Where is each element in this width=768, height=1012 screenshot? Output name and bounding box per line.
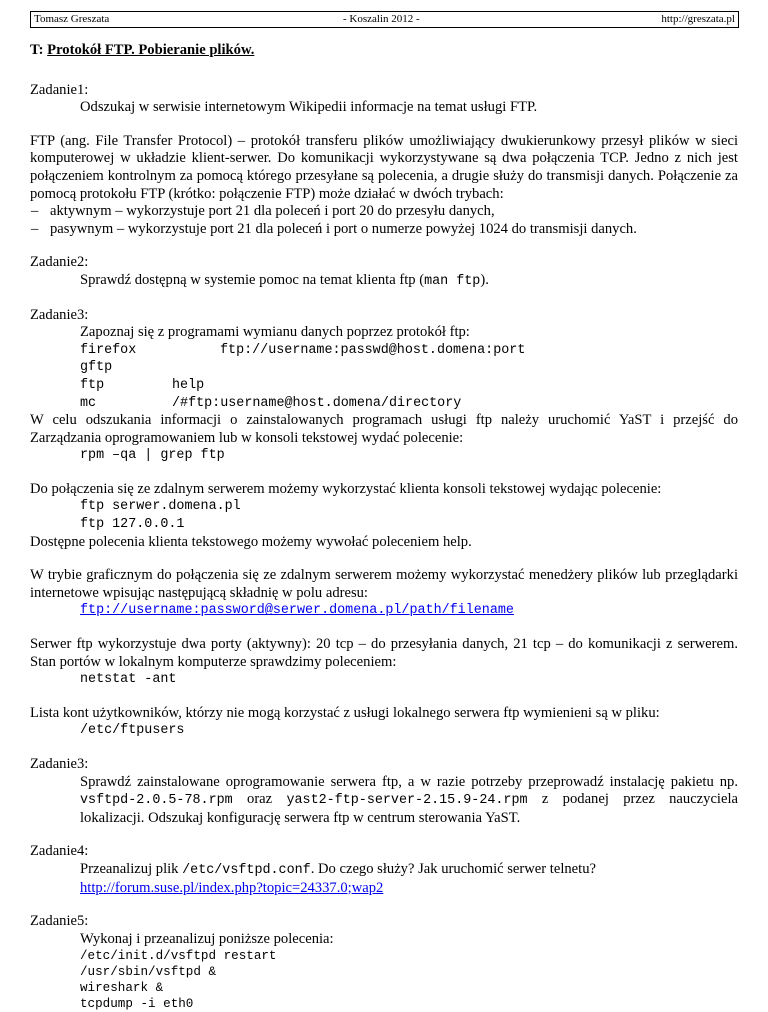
header-author: Tomasz Greszata xyxy=(34,13,110,25)
help-paragraph: Dostępne polecenia klienta tekstowego możemy wywołać poleceniem help. xyxy=(30,533,472,550)
task-label: Zadanie5: xyxy=(30,913,89,930)
task-label: Zadanie3: xyxy=(30,306,89,323)
rpm-command: rpm –qa | grep ftp xyxy=(80,448,225,464)
ftp-url-link[interactable]: ftp://username:password@serwer.domena.pl/path/filename xyxy=(80,603,514,619)
header-place-year: - Koszalin 2012 - xyxy=(343,13,420,25)
document-body xyxy=(30,32,738,1012)
task-text: Wykonaj i przeanalizuj poniższe polecenia: xyxy=(80,930,334,947)
shell-command: /etc/init.d/vsftpd restart xyxy=(80,949,277,964)
shell-command: /usr/sbin/vsftpd & xyxy=(80,965,217,980)
task-text: Zapoznaj się z programami wymianu danych poprzez protokół ftp: xyxy=(80,324,470,341)
program-row: gftp xyxy=(80,360,113,376)
forum-link[interactable]: http://forum.suse.pl/index.php?topic=24337.0;wap2 xyxy=(80,879,384,896)
task-4 xyxy=(30,843,738,897)
mode-active: – aktywnym – wykorzystuje port 21 dla poleceń i port 20 do przesyłu danych, xyxy=(30,203,738,221)
task-1 xyxy=(30,82,738,117)
connect-paragraph: Do połączenia się ze zdalnym serwerem możemy wykorzystać klienta konsoli tekstowej wydając polecenie: xyxy=(30,480,662,497)
task-label: Zadanie1: xyxy=(30,81,89,98)
graphical-paragraph: W trybie graficznym do połączenia się ze zdalnym serwerem możemy wykorzystać menedżery plików lub przeglądarki internetowe wpisując następującą składnię w polu adresu: xyxy=(30,567,738,601)
intro-paragraph: FTP (ang. File Transfer Protocol) – protokół transferu plików umożliwiający dwukierunkowy przesył plików w sieci komputerowej w układzie klient-serwer. Do komunikacji wykorzystywane są dwa połączenia TCP. Jedno z nich jest połączeniem kontrolnym za pomocą którego przesyłane są polecenia, a drugie służy do transmisji danych. Połączenie za pomocą protokołu FTP (krótko: połączenie FTP) może działać w dwóch trybach: xyxy=(30,132,738,202)
task-label: Zadanie2: xyxy=(30,254,89,271)
ftpusers-section xyxy=(30,705,738,740)
graphical-connect xyxy=(30,567,738,620)
program-row: ftp help xyxy=(80,377,205,393)
task-text: Odszukaj w serwisie internetowym Wikipedii informacje na temat usługi FTP. xyxy=(80,99,538,116)
ftpusers-path: /etc/ftpusers xyxy=(80,723,185,739)
shell-command: tcpdump -i eth0 xyxy=(80,997,194,1012)
program-list xyxy=(30,342,738,412)
ports-paragraph: Serwer ftp wykorzystuje dwa porty (aktywny): 20 tcp – do przesyłania danych, 21 tcp – do komunikacji z serwerem. Stan portów w lokalnym komputerze sprawdzimy poleceniem: xyxy=(30,636,738,670)
task-3b xyxy=(30,756,738,827)
program-row: mc /#ftp:username@host.domena/directory xyxy=(80,395,462,411)
task-text: Przeanalizuj plik /etc/vsftpd.conf. Do czego służy? Jak uruchomić serwer telnetu? xyxy=(80,860,596,878)
header-url: http://greszata.pl xyxy=(661,13,735,25)
task-label: Zadanie4: xyxy=(30,843,89,860)
program-row: firefox ftp://username:passwd@host.domena:port xyxy=(80,342,526,358)
shell-command: wireshark & xyxy=(80,981,164,996)
yast-paragraph: W celu odszukania informacji o zainstalowanych programach usługi ftp należy uruchomić YaST i przejść do Zarządzania oprogramowaniem lub w konsoli tekstowej wydać polecenie: xyxy=(30,412,738,446)
task-text: Sprawdź zainstalowane oprogramowanie serwera ftp, a w razie potrzeby przeprowadź instalację pakietu np. vsftpd-2.0.5-78.rpm oraz yast2-ftp-server-2.15.9-24.rpm z podanej przez nauczyciela lokalizacji. Odszukaj konfigurację serwera ftp w centrum sterowania YaST. xyxy=(80,773,738,826)
page-title: T: Protokół FTP. Pobieranie plików. xyxy=(30,42,255,58)
task-3 xyxy=(30,307,738,465)
task-text: Sprawdź dostępną w systemie pomoc na temat klienta ftp (man ftp). xyxy=(80,271,489,289)
ftp-intro xyxy=(30,133,738,239)
ftpusers-paragraph: Lista kont użytkowników, którzy nie mogą korzystać z usługi lokalnego serwera ftp wymienieni są w pliku: xyxy=(30,704,660,721)
ftp-command: ftp serwer.domena.pl xyxy=(80,499,241,515)
console-connect xyxy=(30,481,738,551)
task-5 xyxy=(30,913,738,1012)
task-label: Zadanie3: xyxy=(30,756,89,772)
mode-passive: – pasywnym – wykorzystuje port 21 dla poleceń i port o numerze powyżej 1024 do transmisji danych. xyxy=(30,221,738,239)
ports-section xyxy=(30,636,738,689)
page-header xyxy=(30,11,739,28)
task-2 xyxy=(30,254,738,290)
ftp-command: ftp 127.0.0.1 xyxy=(80,517,185,533)
netstat-command: netstat -ant xyxy=(80,672,177,688)
